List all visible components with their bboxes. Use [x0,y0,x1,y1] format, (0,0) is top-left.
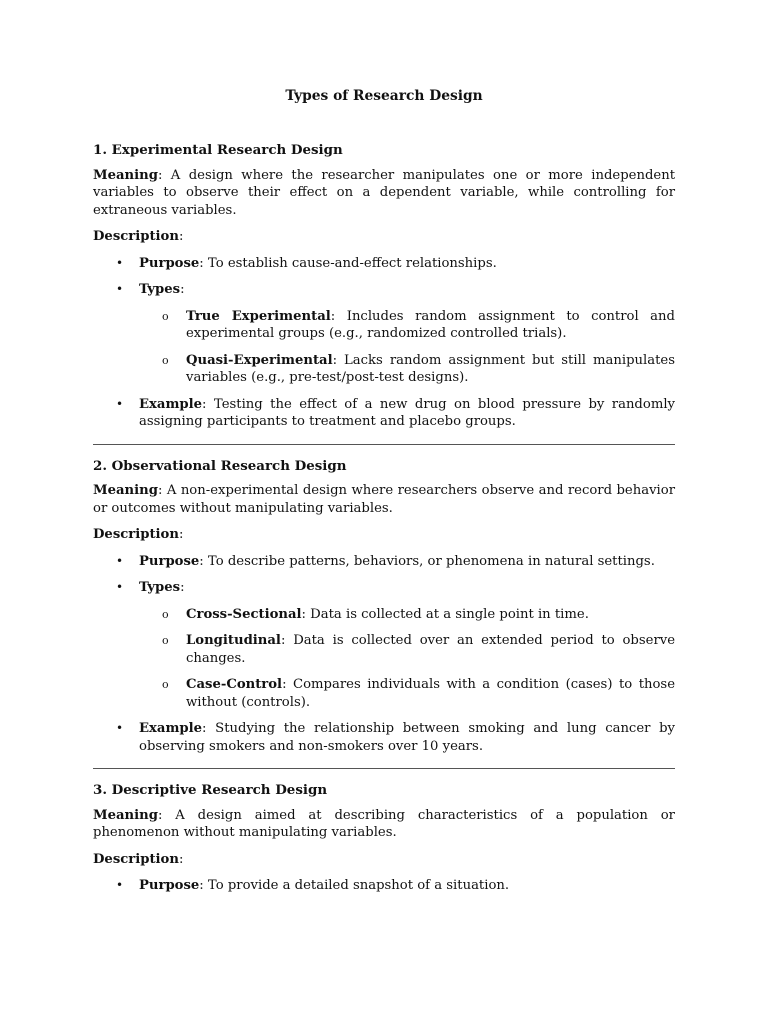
list-item-purpose [93,255,675,273]
type-text: : Data is collected at a single point in time. [301,606,589,622]
bullet-icon: • [116,282,124,296]
types-label: Types [139,580,181,595]
description-list [93,553,675,756]
bullet-icon: • [116,878,124,892]
section-heading: 3. Descriptive Research Design [93,782,328,798]
bullet-icon: • [116,255,124,270]
bullet-icon: • [116,580,124,594]
circle-bullet-icon: o [162,678,169,691]
meaning-paragraph [93,807,675,842]
description-colon: : [178,527,184,542]
purpose-label: Purpose [139,255,200,271]
circle-bullet-icon: o [162,607,169,621]
section-descriptive [93,782,675,895]
description-paragraph [93,526,675,544]
purpose-label: Purpose [139,878,200,893]
purpose-text: : To provide a detailed snapshot of a situation. [199,878,510,893]
meaning-text: : A non-experimental design where researchers observe and record behavior or outcomes without manipulating variables. [93,483,675,516]
type-text: : Data is collected over an extended period to observe changes. [186,633,675,666]
page-title: Types of Research Design [285,88,483,104]
section-divider [93,444,675,445]
types-sublist [139,606,675,712]
description-colon: : [178,229,184,244]
bullet-icon: • [116,553,124,568]
circle-bullet-icon: o [162,634,169,647]
circle-bullet-icon: o [162,353,169,367]
document-body [93,142,675,904]
types-colon: : [180,282,185,297]
sublist-item [139,352,675,387]
meaning-text: : A design where the researcher manipulates one or more independent variables to observe their effect on a dependent variable, while controlling for extraneous variables. [93,167,675,218]
purpose-text: : To establish cause-and-effect relationships. [199,255,497,271]
section-experimental [93,142,675,431]
meaning-label: Meaning [93,483,158,498]
meaning-label: Meaning [93,167,158,183]
section-divider [93,768,675,769]
list-item-types [93,281,675,387]
type-label: True Experimental [186,308,331,324]
meaning-text: : A design aimed at describing characteristics of a population or phenomenon without manipulating variables. [93,807,675,840]
description-list [93,255,675,431]
type-text: : Includes random assignment to control and experimental groups (e.g., randomized controlled trials). [186,308,675,341]
description-list [93,877,675,895]
description-label: Description [93,229,179,244]
description-label: Description [93,527,179,542]
purpose-text: : To describe patterns, behaviors, or phenomena in natural settings. [199,553,655,569]
list-item-example [93,396,675,431]
sublist-item [139,308,675,343]
list-item-purpose [93,877,675,895]
list-item-types [93,579,675,711]
meaning-label: Meaning [93,807,158,823]
type-label: Longitudinal [186,633,281,648]
list-item-example [93,720,675,755]
types-label: Types [139,282,181,297]
type-text: : Compares individuals with a condition (cases) to those without (controls). [186,677,675,710]
description-paragraph [93,851,675,869]
sublist-item [139,676,675,711]
type-label: Cross-Sectional [186,606,302,622]
example-label: Example [139,396,203,412]
types-colon: : [180,580,185,595]
example-text: : Testing the effect of a new drug on blood pressure by randomly assigning participants to treatment and placebo groups. [139,396,675,429]
circle-bullet-icon: o [162,309,169,323]
bullet-icon: • [116,396,124,411]
description-label: Description [93,851,179,867]
description-colon: : [178,851,184,867]
purpose-label: Purpose [139,553,200,569]
section-heading: 1. Experimental Research Design [93,142,343,158]
type-label: Quasi-Experimental [186,352,333,368]
example-label: Example [139,721,203,736]
section-observational [93,458,675,756]
type-text: : Lacks random assignment but still manipulates variables (e.g., pre-test/post-test designs). [186,352,675,385]
sublist-item [139,632,675,667]
list-item-purpose [93,553,675,571]
types-sublist [139,308,675,387]
sublist-item [139,606,675,624]
example-text: : Studying the relationship between smoking and lung cancer by observing smokers and non-smokers over 10 years. [139,721,675,754]
description-paragraph [93,228,675,246]
section-heading: 2. Observational Research Design [93,457,347,474]
meaning-paragraph [93,167,675,220]
type-label: Case-Control [186,677,283,692]
meaning-paragraph [93,482,675,517]
bullet-icon: • [116,721,124,735]
